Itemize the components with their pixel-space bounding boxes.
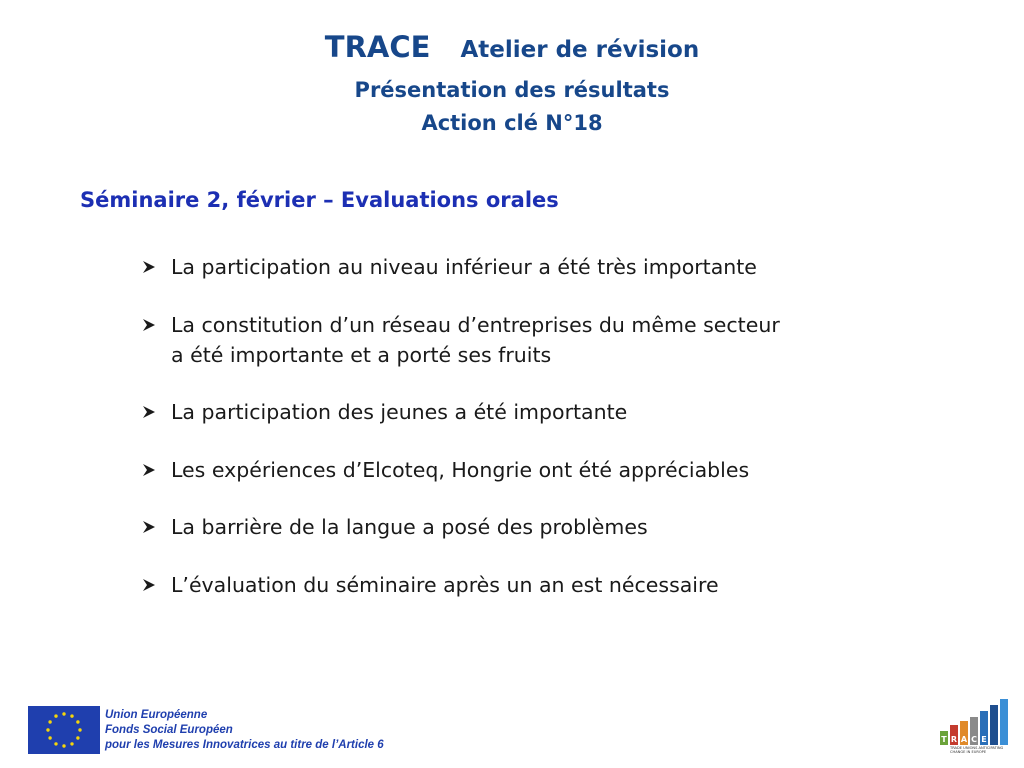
arrow-bullet-icon [140,252,162,282]
footer-eu-label: Union Européenne [105,709,208,721]
logo-letter: A [960,735,968,744]
subtitle-presentation: Présentation des résultats [354,78,670,102]
eu-flag-icon [28,706,100,754]
logo-letter: T [941,735,947,744]
bullet-item [140,310,940,370]
bullet-text-continuation: a été importante et a porté ses fruits [171,343,552,367]
logo-letter: E [981,735,987,744]
arrow-bullet-icon [140,570,162,600]
arrow-bullet-icon [140,455,162,485]
logo-tagline: TRADE UNIONS ANTICIPATING [950,746,1004,750]
section-heading: Séminaire 2, février – Evaluations orales [80,188,559,212]
footer-fse-label: Fonds Social Européen [105,724,233,736]
arrow-bullet-icon [140,512,162,542]
bullet-item [140,397,940,427]
footer-article-label: pour les Mesures Innovatrices au titre de l’Article 6 [105,739,384,751]
arrow-bullet-icon [140,397,162,427]
title-suffix: Atelier de révision [460,37,700,63]
logo-letter: R [950,735,958,744]
bullet-text: Les expériences d’Elcoteq, Hongrie ont été appréciables [171,458,750,482]
subtitle-action: Action clé N°18 [421,111,603,135]
bullet-text: La participation au niveau inférieur a été très importante [171,255,757,279]
bullet-item [140,512,940,542]
bullet-text: La barrière de la langue a posé des problèmes [171,515,648,539]
bullet-item [140,455,940,485]
bullet-text: La participation des jeunes a été importante [171,400,628,424]
bullet-item [140,570,940,600]
title-trace: TRACE [324,30,431,64]
bullet-item [140,252,940,282]
bullet-text: L’évaluation du séminaire après un an est nécessaire [171,573,719,597]
logo-tagline: CHANGE IN EUROPE [950,750,987,754]
slide-title [0,30,1024,70]
trace-logo [936,697,1014,755]
bullet-text: La constitution d’un réseau d’entreprises du même secteur [171,313,780,337]
arrow-bullet-icon [140,310,162,340]
logo-letter: C [971,735,977,744]
